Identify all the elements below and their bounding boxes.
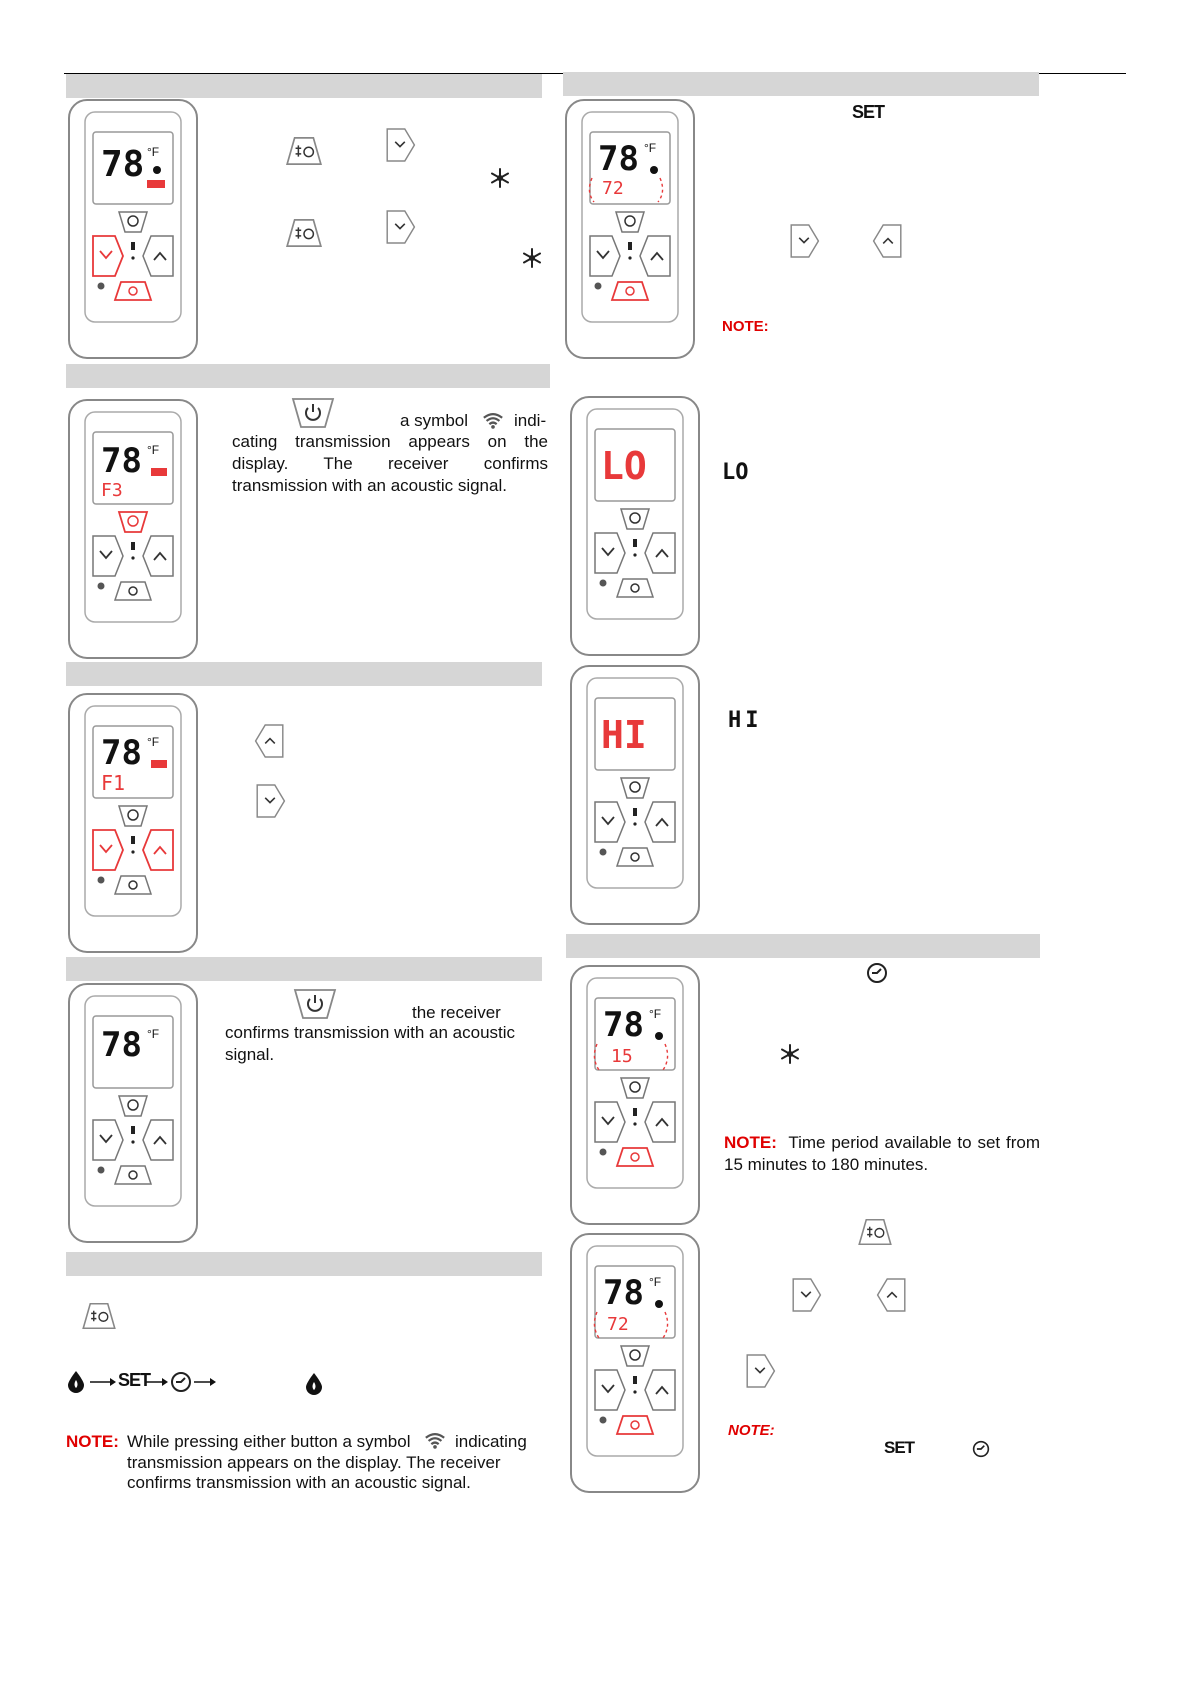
- remote-illustration: [66, 982, 200, 1244]
- svg-text:72: 72: [602, 178, 624, 199]
- section-header-bar: [66, 74, 542, 98]
- remote-illustration: [66, 98, 200, 360]
- clock-icon: [866, 962, 888, 984]
- hi-label: HI: [728, 708, 763, 733]
- up-button-icon: [876, 1276, 908, 1314]
- svg-text:72: 72: [607, 1314, 629, 1335]
- lo-display: LO: [601, 444, 647, 488]
- svg-text:°F: °F: [649, 1275, 662, 1289]
- up-button-icon: [254, 722, 286, 760]
- note-text: While pressing either button a symbol: [127, 1432, 411, 1451]
- note-text: NOTE: Time period available to set from 15 minutes to 180 minutes.: [724, 1133, 1040, 1174]
- mode-button-icon: [856, 1218, 894, 1246]
- section-header-bar: [563, 72, 1039, 96]
- section-header-bar: [66, 364, 550, 388]
- arrow-icon: [194, 1372, 218, 1392]
- note-text: transmission appears on the display. The receiver: [127, 1453, 501, 1472]
- power-button-icon: [292, 988, 338, 1020]
- down-button-icon: [254, 782, 286, 820]
- note-label: NOTE:: [722, 318, 769, 335]
- mode-button-icon: [284, 136, 324, 166]
- body-text: indi-: [514, 411, 547, 430]
- wifi-icon: [482, 412, 504, 429]
- down-button-icon: [744, 1352, 776, 1390]
- down-button-icon: [384, 126, 416, 164]
- clock-icon: [170, 1371, 192, 1393]
- lo-label: LO: [722, 460, 749, 485]
- remote-temp: 78: [101, 144, 145, 185]
- set-label: SET: [852, 102, 885, 122]
- body-text: cating transmission appears on the display. The receiver confirms transmission with an acoustic signal.: [232, 432, 548, 495]
- clock-icon: [972, 1440, 990, 1458]
- section-header-bar: [66, 1252, 542, 1276]
- snowflake-icon: [490, 168, 510, 188]
- mode-button-icon: [284, 218, 324, 248]
- svg-text:F3: F3: [101, 480, 123, 501]
- mode-button-icon: [80, 1302, 118, 1330]
- down-button-icon: [788, 222, 820, 260]
- up-button-icon: [872, 222, 904, 260]
- remote-illustration: [568, 964, 702, 1226]
- svg-text:78: 78: [598, 139, 639, 179]
- svg-text:°F: °F: [644, 141, 657, 155]
- snowflake-icon: [780, 1044, 800, 1064]
- remote-illustration: [568, 395, 702, 657]
- section-header-bar: [66, 957, 542, 981]
- remote-illustration: [568, 1232, 702, 1494]
- snowflake-icon: [522, 248, 542, 268]
- down-button-icon: [384, 208, 416, 246]
- svg-text:°F: °F: [147, 735, 160, 749]
- note-label: NOTE:: [66, 1432, 119, 1451]
- note-text: indicating: [455, 1432, 527, 1451]
- remote-illustration: [66, 398, 200, 660]
- svg-text:F1: F1: [101, 771, 126, 795]
- arrow-icon: [146, 1372, 170, 1392]
- power-button-icon: [290, 397, 336, 429]
- wifi-icon: [424, 1432, 446, 1449]
- svg-text:°F: °F: [147, 443, 160, 457]
- down-button-icon: [790, 1276, 822, 1314]
- svg-text:78: 78: [101, 1025, 142, 1065]
- note-text: confirms transmission with an acoustic signal.: [127, 1473, 471, 1492]
- remote-illustration: [568, 664, 702, 926]
- section-header-bar: [566, 934, 1040, 958]
- remote-illustration: [563, 98, 697, 360]
- set-label: SET: [884, 1438, 915, 1457]
- body-text: a symbol: [400, 411, 469, 430]
- svg-text:°F: °F: [147, 145, 160, 159]
- set-label: SET: [118, 1370, 151, 1390]
- svg-text:78: 78: [101, 441, 142, 481]
- drop-icon: [304, 1372, 324, 1396]
- hi-display: HI: [601, 713, 647, 757]
- note-label: NOTE:: [728, 1422, 775, 1439]
- svg-text:°F: °F: [147, 1027, 160, 1041]
- svg-text:78: 78: [603, 1273, 644, 1313]
- svg-text:78: 78: [603, 1005, 644, 1045]
- body-text: confirms transmission with an acoustic signal.: [225, 1023, 516, 1064]
- svg-text:°F: °F: [649, 1007, 662, 1021]
- section-header-bar: [66, 662, 542, 686]
- body-text: the receiver: [412, 1003, 501, 1022]
- svg-text:15: 15: [611, 1046, 633, 1067]
- remote-illustration: [66, 692, 200, 954]
- svg-text:78: 78: [101, 733, 142, 773]
